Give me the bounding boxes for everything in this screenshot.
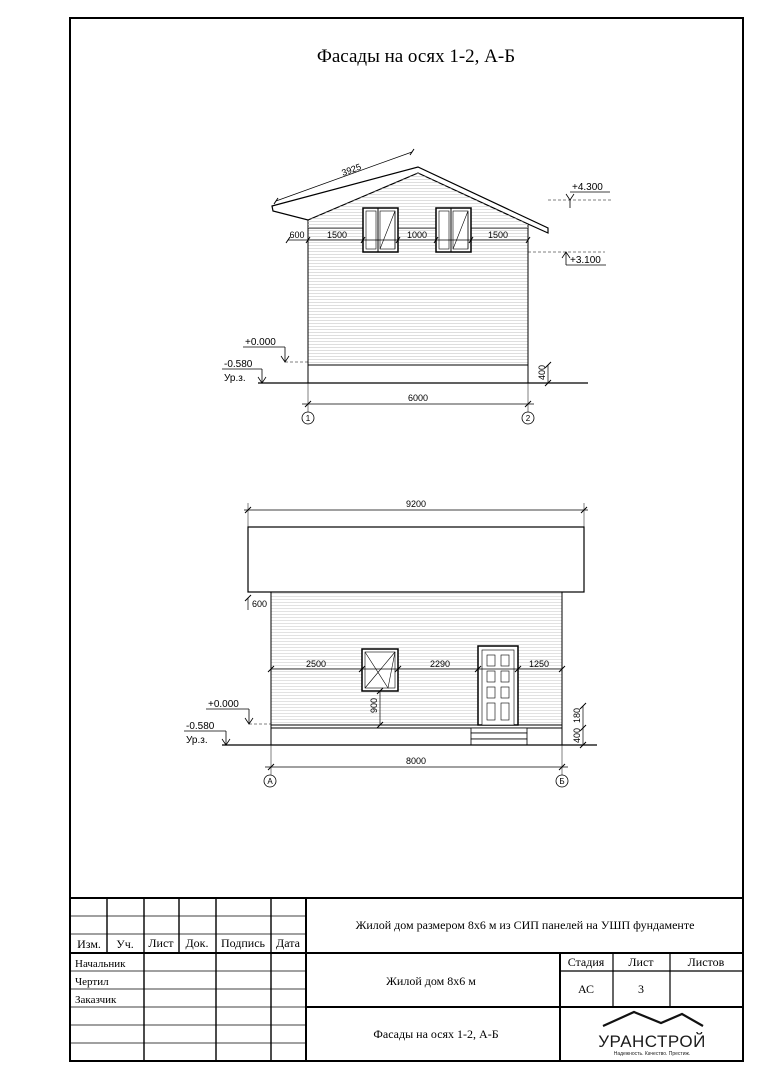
stamp-object-name: Жилой дом 8х6 м: [386, 974, 476, 988]
stamp-col-uch: Уч.: [116, 937, 134, 951]
facade-a-b-dim-8000: 8000: [405, 756, 427, 766]
facade-a-b-door: [478, 646, 518, 725]
facade-1-2-window-left: [363, 208, 398, 252]
facade-a-b-dim-2500: 2500: [305, 659, 327, 669]
facade-1-2-level-ridge: +4.300: [572, 182, 603, 193]
facade-1-2-dim-1500-left: 1500: [326, 230, 348, 240]
facade-1-2-dim-600: 600: [289, 230, 305, 240]
facade-a-b-dim-180: 180: [572, 707, 582, 723]
stamp-col-data: Дата: [276, 936, 300, 950]
stamp-row-chertil: Чертил: [75, 976, 109, 988]
facade-1-2-ground-label: Ур.з.: [224, 373, 246, 384]
facade-a-b-dim-9200: 9200: [405, 499, 427, 509]
facade-a-b-axis-a: А: [267, 777, 273, 786]
facade-1-2-plinth: [308, 365, 528, 383]
facade-a-b-roof: [248, 527, 584, 592]
facade-a-b: [184, 499, 597, 787]
stamp-drawing-name: Фасады на осях 1-2, А-Б: [373, 1027, 499, 1041]
logo-name: УРАНСТРОЙ: [598, 1032, 706, 1051]
company-logo: [598, 1012, 706, 1057]
stamp-hdr-stadia: Стадия: [567, 955, 605, 969]
facade-a-b-level-zero: +0.000: [208, 699, 239, 710]
facade-a-b-dim-1250: 1250: [528, 659, 550, 669]
facade-a-b-dim-900: 900: [369, 697, 379, 713]
facade-1-2-level-eave: +3.100: [570, 255, 601, 266]
facade-1-2-dim-roof-slope: 3925: [340, 161, 363, 178]
facade-a-b-window: [362, 649, 398, 691]
facade-a-b-porch-steps: [471, 728, 527, 745]
stamp-row-nachalnik: Начальник: [75, 958, 126, 970]
facade-1-2-axis-2: 2: [525, 414, 531, 423]
stamp-col-list: Лист: [148, 936, 174, 950]
sheet-title: Фасады на осях 1-2, А-Б: [316, 46, 516, 67]
facade-1-2: [222, 149, 612, 424]
logo-roof-icon: [603, 1012, 703, 1026]
facade-1-2-level-zero: +0.000: [245, 337, 276, 348]
facade-1-2-wall: [308, 228, 528, 365]
stamp-val-list: 3: [638, 982, 644, 996]
facade-1-2-window-right: [436, 208, 471, 252]
facade-1-2-dim-6000: 6000: [407, 393, 429, 403]
facade-a-b-dim-400: 400: [572, 727, 582, 743]
logo-slogan: Надежность. Качество. Престиж.: [613, 1051, 691, 1057]
stamp-val-stadia: АС: [577, 982, 595, 996]
title-block: [70, 898, 743, 1061]
stamp-hdr-list: Лист: [628, 955, 654, 969]
facade-1-2-axis-1: 1: [305, 414, 311, 423]
facade-1-2-dim-1000: 1000: [406, 230, 428, 240]
stamp-col-podpis: Подпись: [220, 936, 266, 950]
stamp-row-zakazchik: Заказчик: [75, 994, 117, 1006]
stamp-col-izm: Изм.: [77, 937, 101, 951]
stamp-project-title: Жилой дом размером 8х6 м из СИП панелей на УШП фундаменте: [355, 918, 695, 932]
facade-1-2-level-ground: -0.580: [224, 359, 253, 370]
facade-1-2-dim-1500-right: 1500: [487, 230, 509, 240]
facade-a-b-axis-b: Б: [559, 777, 565, 786]
facade-a-b-ground-label: Ур.з.: [186, 735, 208, 746]
stamp-col-dok: Док.: [185, 936, 209, 950]
facade-1-2-dim-400: 400: [537, 364, 547, 380]
facade-a-b-level-ground: -0.580: [186, 721, 215, 732]
facade-a-b-dim-2290: 2290: [429, 659, 451, 669]
stamp-hdr-listov: Листов: [687, 955, 725, 969]
facade-a-b-dim-600: 600: [252, 599, 268, 609]
